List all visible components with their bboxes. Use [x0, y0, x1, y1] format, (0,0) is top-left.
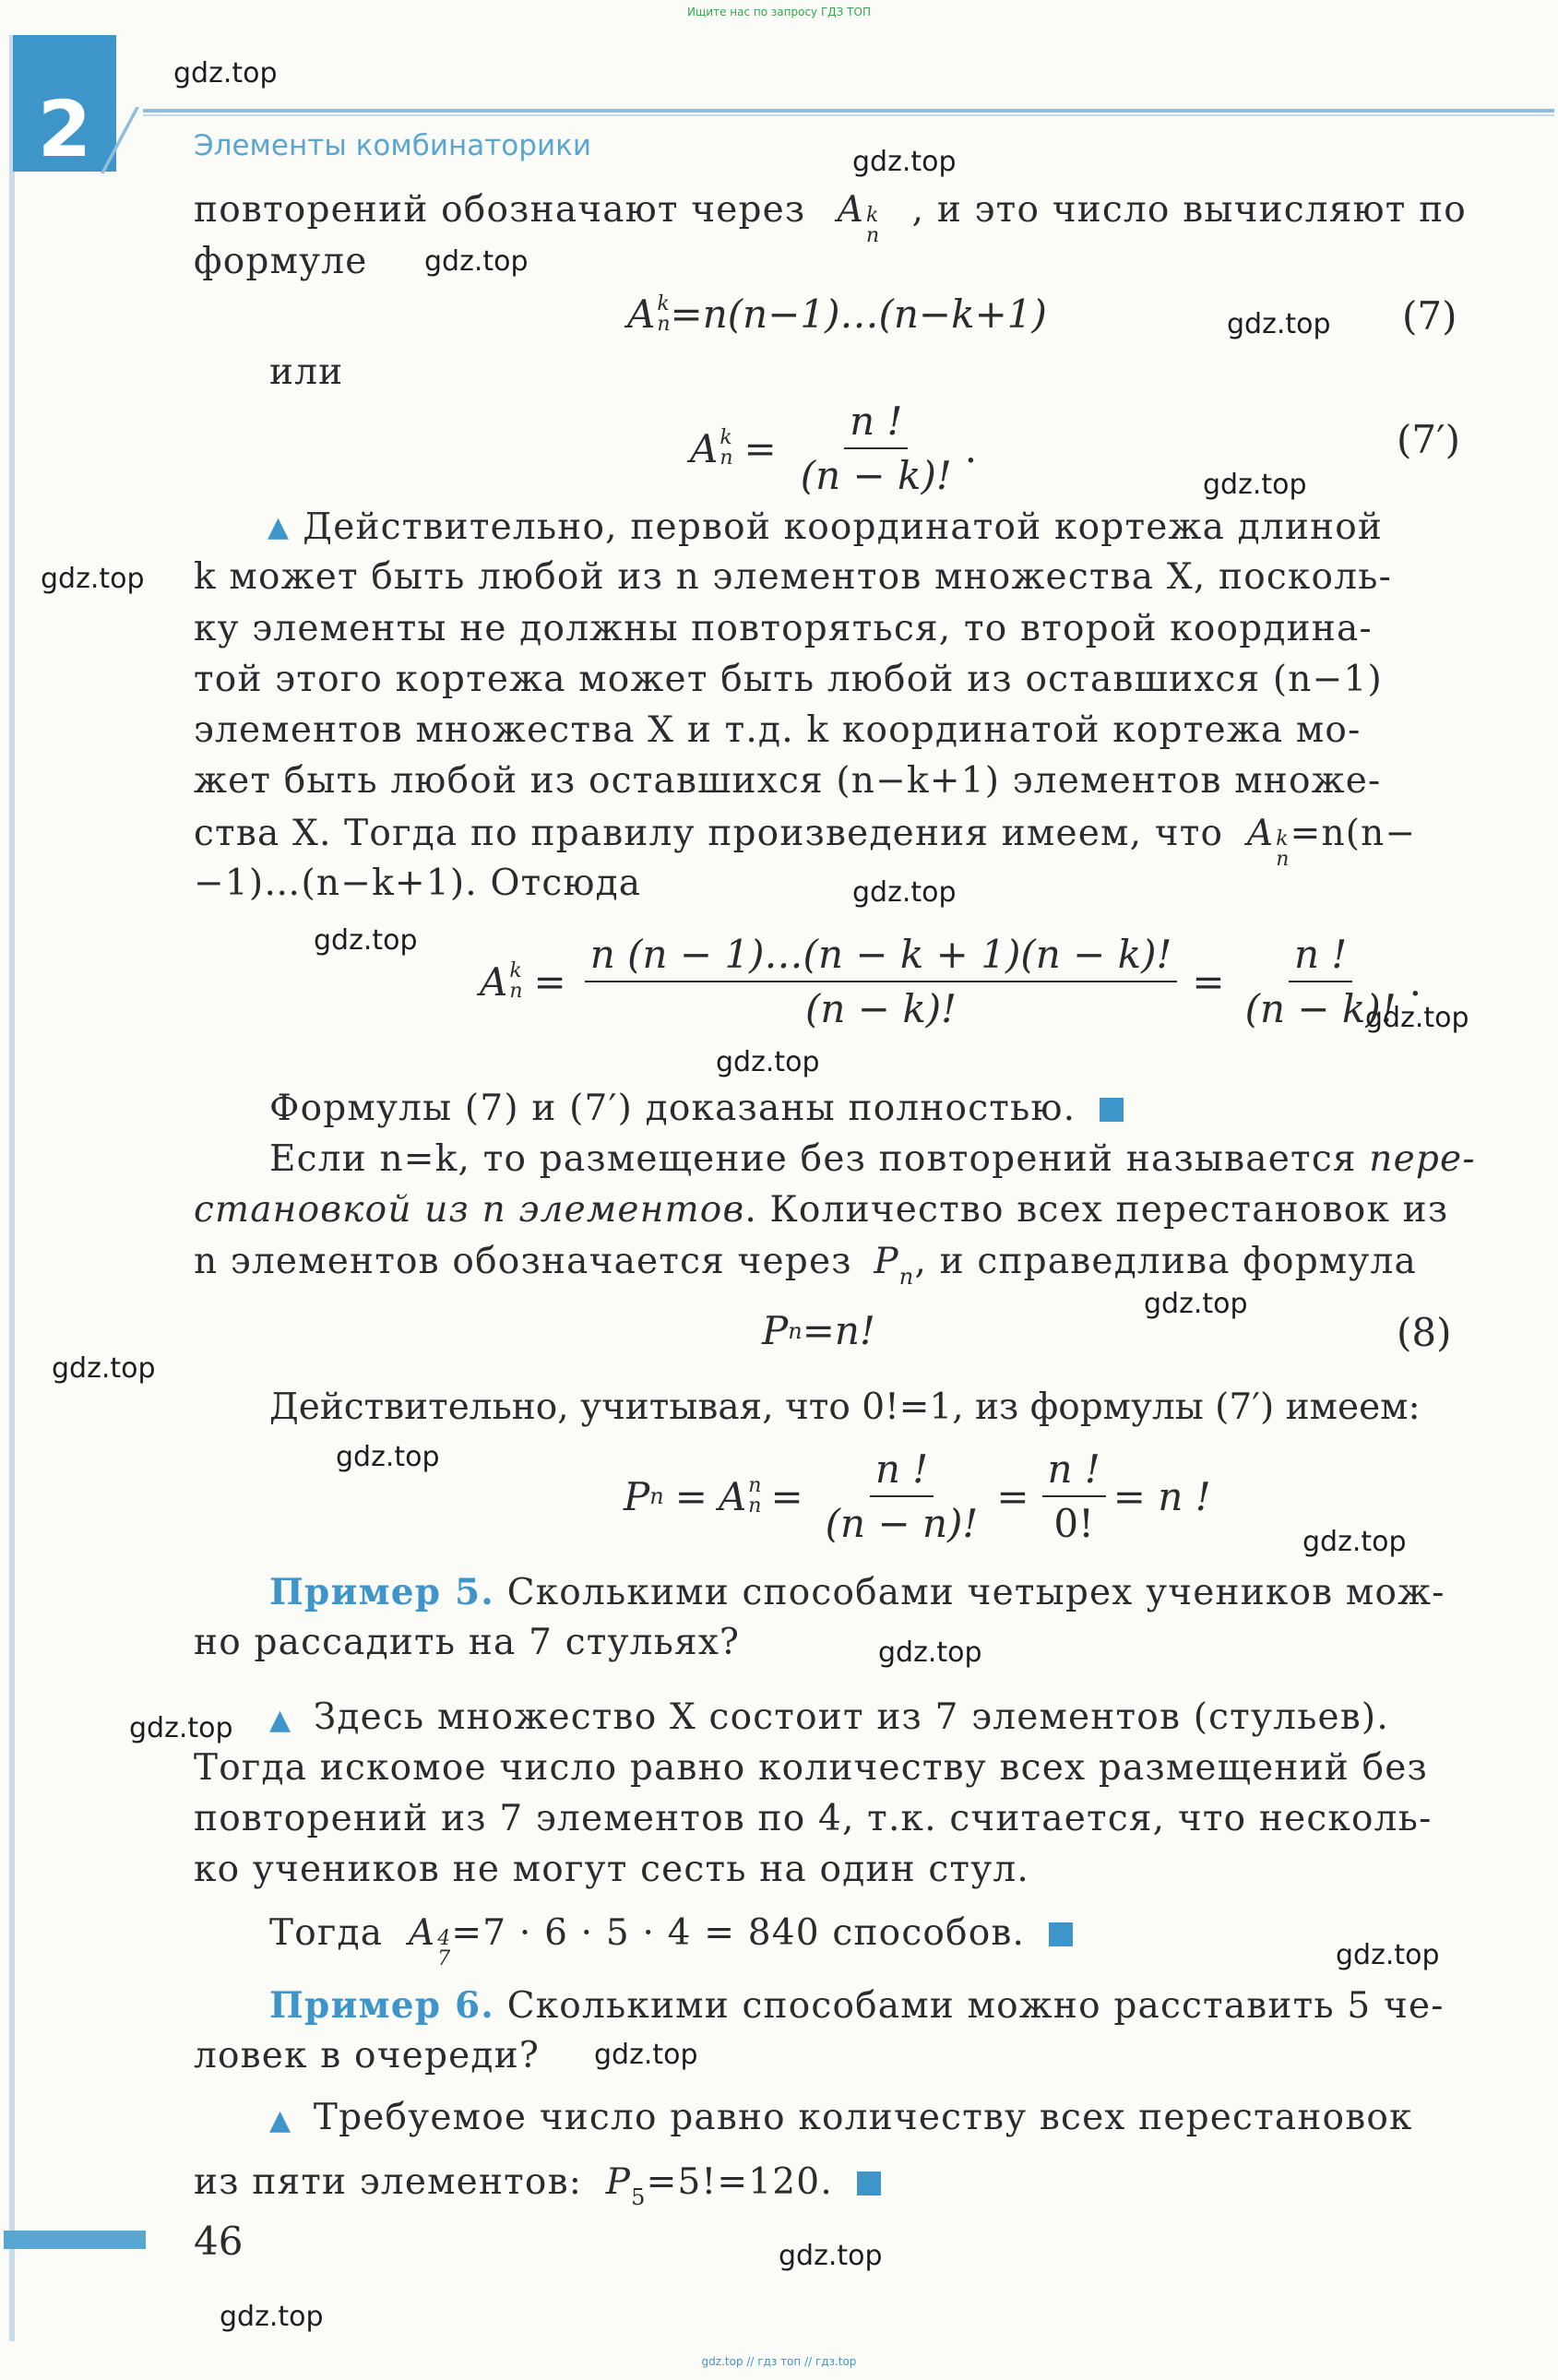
- chapter-number: 2: [37, 84, 92, 174]
- proof-start-triangle-icon: ▲: [269, 1704, 292, 1736]
- text-fragment: =7 · 6 · 5 · 4 = 840 способов.: [451, 1912, 1026, 1954]
- watermark: gdz.top: [314, 924, 418, 957]
- derivation-formula: A k n = $\frac{n (n - 1)\dots(n - k + 1)(n - k)!}{(n - k)!}$ = $\frac{n !}{(n - k)!}$ .: [480, 932, 1421, 1031]
- text-line: [269, 1981, 1445, 2030]
- text-fragment: Действительно, первой координатой кортежа длиной: [303, 506, 1384, 548]
- text-fragment: =n(n−: [1290, 813, 1417, 854]
- fraction-numerator: n (n − 1)…(n − k + 1)(n − k)!: [585, 932, 1178, 982]
- footer-bar: [4, 2231, 146, 2249]
- text-fragment: Сколькими способами четырех учеников мож-: [506, 1572, 1445, 1613]
- text-line: элементов множества X и т.д. k координатой кортежа мо-: [194, 709, 1362, 751]
- fraction-denominator: (n − k)!: [805, 986, 957, 1031]
- text-line: −1)…(n−k+1). Отсюда: [194, 863, 642, 904]
- text-line: Тогда A 4 7 =7 · 6 · 5 · 4 = 840 способов.: [269, 1910, 1073, 1969]
- equation-number-7-prime: (7′): [1397, 417, 1461, 462]
- watermark: gdz.top: [1365, 1002, 1469, 1034]
- proof-end-square-icon: [1049, 1922, 1073, 1946]
- formula-8: P n =n!: [762, 1308, 875, 1353]
- fraction: [820, 1446, 984, 1546]
- text-line: ловек в очереди?: [194, 2035, 540, 2077]
- fraction-denominator: (n − k)!: [1244, 986, 1397, 1031]
- formula-8-rhs: =n!: [802, 1308, 875, 1353]
- text-fragment: Тогда: [269, 1912, 384, 1954]
- watermark: gdz.top: [52, 1352, 156, 1385]
- text-line: [269, 1694, 1389, 1744]
- fraction-numerator: n !: [1042, 1446, 1106, 1497]
- text-fragment: Формулы (7) и (7′) доказаны полностью.: [269, 1088, 1076, 1129]
- text-line: [269, 1568, 1445, 1617]
- text-fragment: Здесь множество X состоит из 7 элементов (стульев).: [313, 1696, 1389, 1738]
- watermark: gdz.top: [173, 57, 278, 89]
- text-line: k может быть любой из n элементов множества X, посколь-: [194, 556, 1392, 598]
- watermark: gdz.top: [594, 2039, 698, 2071]
- text-line: [269, 2094, 1413, 2145]
- text-fragment: Если n=k, то размещение без повторений называется: [269, 1138, 1357, 1180]
- text-line: Действительно, учитывая, что 0!=1, из формулы (7′) имеем:: [269, 1386, 1421, 1428]
- text-line: жет быть любой из оставшихся (n−k+1) элементов множе-: [194, 760, 1382, 802]
- text-line: формуле: [194, 241, 368, 282]
- watermark: gdz.top: [424, 245, 529, 278]
- fraction: [585, 932, 1178, 1031]
- watermark: gdz.top: [1302, 1526, 1407, 1558]
- watermark: gdz.top: [852, 146, 957, 178]
- fraction-numerator: n !: [870, 1446, 934, 1497]
- text-line: из пяти элементов: $P_5=5!=120$.: [194, 2159, 881, 2221]
- text-line: повторений из 7 элементов по 4, т.к. считается, что несколь-: [194, 1798, 1433, 1839]
- equation-number-7: (7): [1402, 293, 1457, 339]
- fraction-numerator: n !: [1289, 932, 1352, 982]
- text-line: [194, 504, 1467, 552]
- proof-start-triangle-icon: ▲: [269, 2104, 292, 2136]
- header-rule-thin: [143, 114, 1554, 116]
- formula-7-prime: A k n = $\frac{n !}{(n - k)!}$ .: [690, 399, 978, 498]
- watermark: gdz.top: [779, 2240, 883, 2272]
- watermark: gdz.top: [220, 2301, 324, 2333]
- symbol-A-n-k: A k n: [837, 189, 881, 247]
- text-fragment: из пяти элементов:: [194, 2161, 583, 2203]
- text-line: [194, 186, 1467, 246]
- permutation-formula: P n = A n n = $\frac{n !}{(n - n)!}$ = $\frac{n !}{0!}$ = n !: [624, 1446, 1211, 1546]
- page-side-bar: [9, 35, 15, 2341]
- watermark: gdz.top: [1144, 1288, 1248, 1320]
- text-fragment: повторений обозначают через: [194, 189, 806, 231]
- example-6-label: Пример 6.: [269, 1984, 495, 2027]
- equation-number-8: (8): [1397, 1310, 1452, 1355]
- fraction-denominator: (n − k)!: [800, 453, 952, 498]
- watermark: gdz.top: [129, 1712, 233, 1744]
- header-rule: [143, 109, 1554, 113]
- watermark: gdz.top: [336, 1441, 440, 1473]
- top-search-note: Ищите нас по запросу ГДЗ ТОП: [687, 6, 871, 18]
- text-fragment: , и справедлива формула: [914, 1241, 1417, 1282]
- page-number: 46: [194, 2219, 244, 2264]
- watermark: gdz.top: [41, 563, 145, 595]
- text-fragment: ства X. Тогда по правилу произведения имеем, что: [194, 813, 1224, 854]
- text-line: [269, 1085, 1124, 1133]
- footer-note: gdz.top // гдз топ // гдз.top: [701, 2355, 857, 2368]
- text-line: той этого кортежа может быть любой из оставшихся (n−1): [194, 659, 1383, 700]
- text-line: или: [269, 351, 344, 393]
- text-line: n элементов обозначается через $P_n$, и справедлива формула: [194, 1241, 1417, 1290]
- text-line: но рассадить на 7 стульях?: [194, 1622, 741, 1663]
- fraction-denominator: 0!: [1053, 1501, 1094, 1546]
- text-fragment: Сколькими способами можно расставить 5 че-: [506, 1985, 1445, 2027]
- watermark: gdz.top: [716, 1046, 820, 1078]
- formula-7: A k n =n(n−1)…(n−k+1): [627, 292, 1047, 337]
- text-line: ко учеников не могут сесть на один стул.: [194, 1849, 1029, 1890]
- text-fragment: n элементов обозначается через: [194, 1241, 852, 1282]
- watermark: gdz.top: [1203, 469, 1307, 501]
- formula-tail: = n !: [1112, 1473, 1211, 1519]
- text-fragment: пере-: [1369, 1138, 1476, 1180]
- chapter-title: Элементы комбинаторики: [194, 129, 591, 162]
- text-line: [194, 1186, 1448, 1234]
- text-fragment: , и это число вычисляют по: [911, 189, 1467, 231]
- text-fragment: =5!=120.: [646, 2161, 833, 2203]
- watermark: gdz.top: [1336, 1939, 1440, 1971]
- text-fragment: Требуемое число равно количеству всех перестановок: [313, 2097, 1413, 2138]
- text-fragment: . Количество всех перестановок из: [744, 1189, 1449, 1231]
- proof-end-square-icon: [857, 2172, 881, 2196]
- text-line: Тогда искомое число равно количеству всех размещений без: [194, 1747, 1429, 1789]
- watermark: gdz.top: [878, 1636, 982, 1669]
- example-5-label: Пример 5.: [269, 1571, 495, 1613]
- fraction: [1042, 1446, 1106, 1546]
- text-line: ку элементы не должны повторяться, то второй координа-: [194, 608, 1373, 649]
- proof-start-triangle-icon: ▲: [268, 511, 291, 543]
- proof-end-square-icon: [1100, 1098, 1124, 1122]
- formula-7-rhs: =n(n−1)…(n−k+1): [670, 292, 1047, 337]
- fraction: [795, 399, 957, 498]
- text-line: [269, 1136, 1476, 1184]
- fraction-numerator: n !: [844, 399, 908, 449]
- text-fragment: становкой из n элементов: [194, 1189, 745, 1231]
- watermark: gdz.top: [852, 876, 957, 909]
- watermark: gdz.top: [1227, 308, 1331, 340]
- text-line: ства X. Тогда по правилу произведения имеем, что A k n =n(n−: [194, 813, 1417, 871]
- fraction-denominator: (n − n)!: [825, 1501, 979, 1546]
